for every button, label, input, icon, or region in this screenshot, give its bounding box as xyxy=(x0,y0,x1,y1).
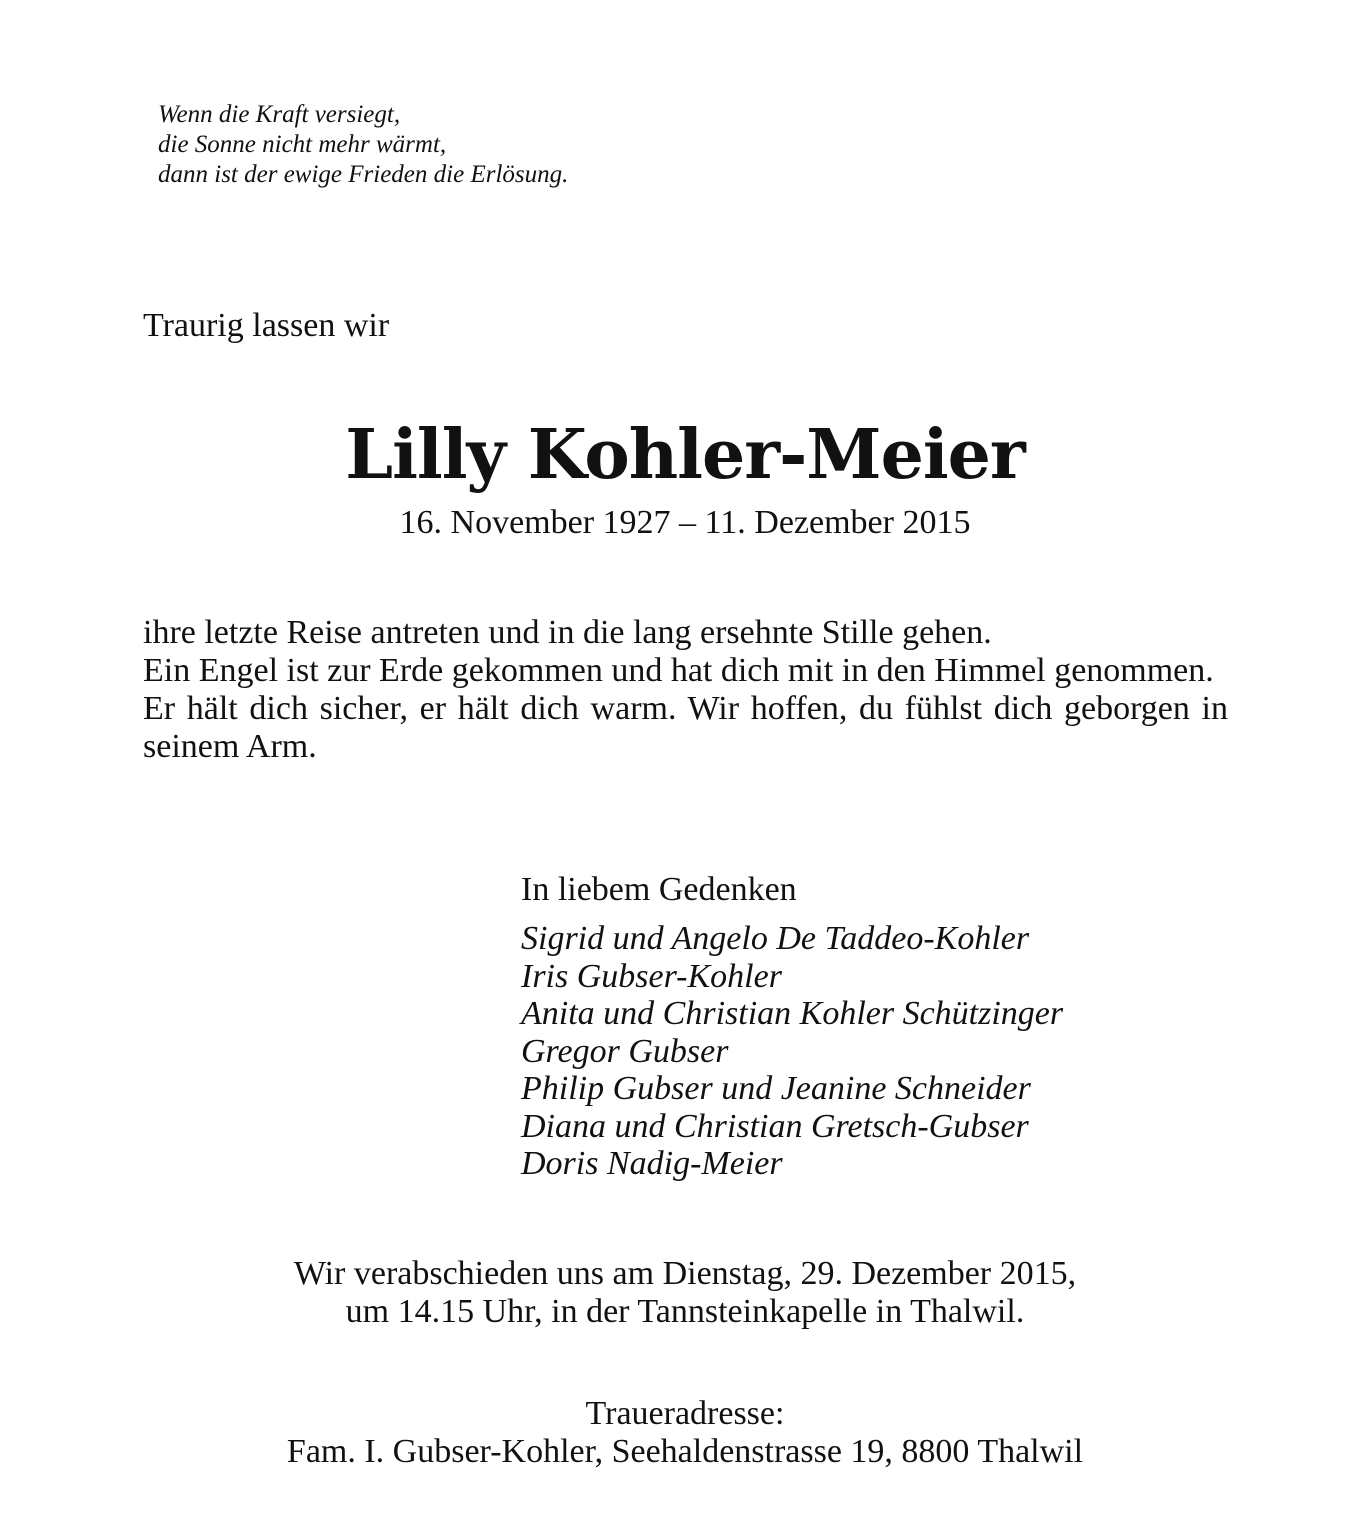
memory-heading: In liebem Gedenken xyxy=(521,871,797,908)
poem-line: die Sonne nicht mehr wärmt, xyxy=(158,131,447,158)
life-dates: 16. November 1927 – 11. Dezember 2015 xyxy=(399,504,971,541)
address-label: Traueradresse: xyxy=(585,1395,785,1432)
mourner-list xyxy=(521,920,1063,1183)
opening-poem xyxy=(158,100,568,190)
address-value: Fam. I. Gubser-Kohler, Seehaldenstrasse 19, 8800 Thalwil xyxy=(286,1433,1084,1470)
service-info xyxy=(0,1255,1370,1331)
service-line: um 14.15 Uhr, in der Tannsteinkapelle in Thalwil. xyxy=(345,1293,1025,1330)
intro-text: Traurig lassen wir xyxy=(143,307,390,344)
mourner-name: Doris Nadig-Meier xyxy=(521,1145,783,1182)
body-paragraph: Er hält dich sicher, er hält dich warm. Wir hoffen, du fühlst dich geborgen in seinem Arm. xyxy=(143,690,1228,765)
mourning-address xyxy=(0,1395,1370,1471)
poem-line: Wenn die Kraft versiegt, xyxy=(158,101,401,128)
mourner-name: Diana und Christian Gretsch-Gubser xyxy=(521,1107,1029,1145)
mourner-name: Sigrid und Angelo De Taddeo-Kohler xyxy=(521,920,1030,957)
service-line: Wir verabschieden uns am Dienstag, 29. Dezember 2015, xyxy=(293,1255,1077,1292)
poem-line: dann ist der ewige Frieden die Erlösung. xyxy=(158,161,569,188)
mourner-name: Philip Gubser und Jeanine Schneider xyxy=(521,1070,1031,1107)
mourner-name: Anita und Christian Kohler Schützinger xyxy=(521,995,1064,1032)
body-paragraph: ihre letzte Reise antreten und in die lang ersehnte Stille gehen. xyxy=(143,614,992,651)
body-text xyxy=(143,614,1228,766)
body-paragraph: Ein Engel ist zur Erde gekommen und hat dich mit in den Himmel genommen. xyxy=(143,652,1214,689)
mourner-name: Gregor Gubser xyxy=(521,1032,729,1070)
deceased-name: Lilly Kohler-Meier xyxy=(345,415,1025,495)
mourner-name: Iris Gubser-Kohler xyxy=(521,957,782,995)
